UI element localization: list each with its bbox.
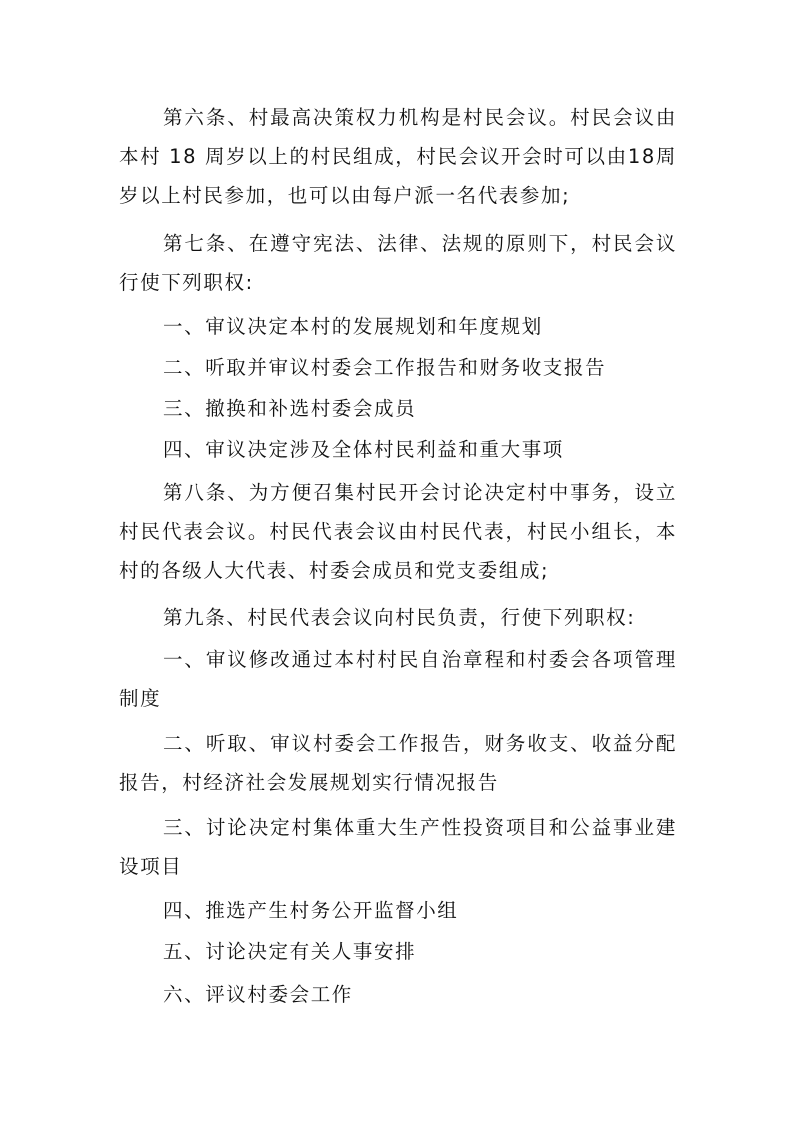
- article-7-item-2: 二、听取并审议村委会工作报告和财务收支报告: [163, 356, 607, 379]
- article-9-paragraph: 第九条、村民代表会议向村民负责，行使下列职权:: [163, 606, 636, 629]
- article-9-item-1: 一、审议修改通过本村村民自治章程和村委会各项管理制度: [119, 648, 677, 710]
- article-9-item-2: 二、听取、审议村委会工作报告，财务收支、收益分配报告，村经济社会发展规划实行情况报告: [119, 732, 677, 794]
- article-9-item-6: 六、评议村委会工作: [163, 983, 353, 1006]
- article-7-item-4: 四、审议决定涉及全体村民利益和重大事项: [163, 438, 564, 461]
- article-9-item-4: 四、推选产生村务公开监督小组: [163, 899, 459, 922]
- article-9-item-5: 五、讨论决定有关人事安排: [163, 940, 417, 963]
- article-7-item-3: 三、撤换和补选村委会成员: [163, 397, 417, 420]
- article-6-paragraph: 第六条、村最高决策权力机构是村民会议。村民会议由本村 18 周岁以上的村民组成，村民会议开会时可以由18周岁以上村民参加，也可以由每户派一名代表参加;: [119, 106, 677, 207]
- article-7-item-1: 一、审议决定本村的发展规划和年度规划: [163, 315, 543, 338]
- article-8-paragraph: 第八条、为方便召集村民开会讨论决定村中事务，设立村民代表会议。村民代表会议由村民代表，村民小组长，本村的各级人大代表、村委会成员和党支委组成;: [119, 481, 677, 582]
- article-7-paragraph: 第七条、在遵守宪法、法律、法规的原则下，村民会议行使下列职权:: [119, 232, 677, 294]
- article-9-item-3: 三、讨论决定村集体重大生产性投资项目和公益事业建设项目: [119, 816, 677, 878]
